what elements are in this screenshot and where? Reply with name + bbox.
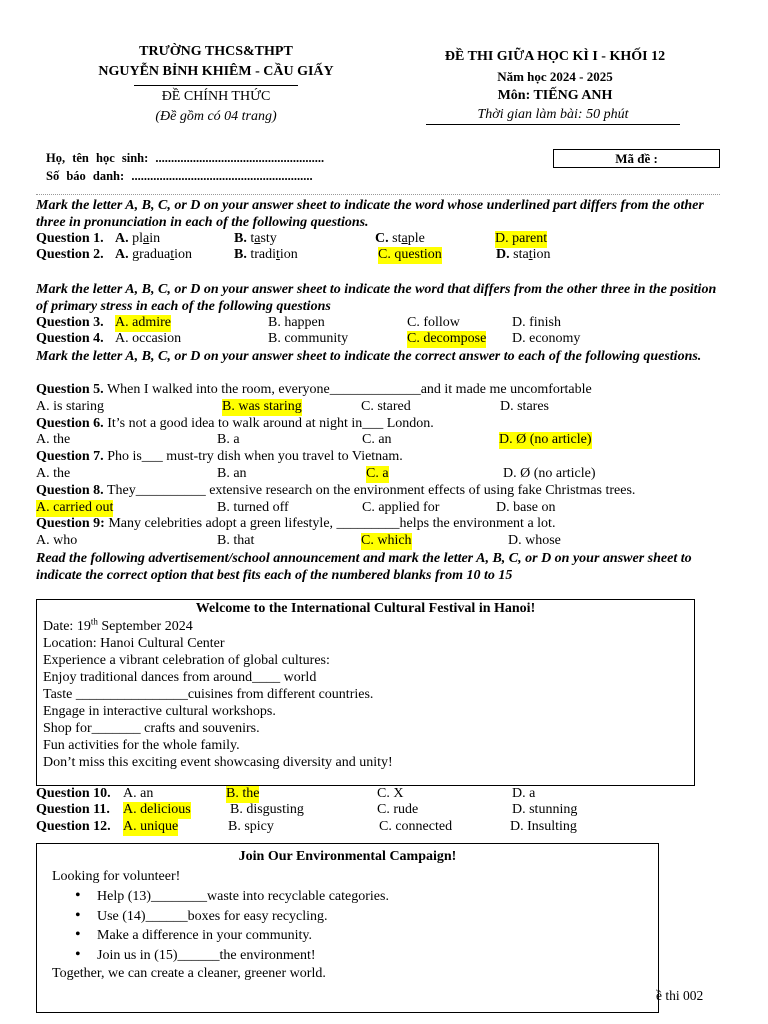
q10-option-b[interactable]: B. the	[226, 786, 260, 801]
instruction-correct-answer: Mark the letter A, B, C, or D on your answer sheet to indicate the correct answer to each of the following questions.	[36, 349, 702, 364]
exam-title: ĐỀ THI GIỮA HỌC KÌ I - KHỐI 12	[444, 49, 666, 64]
question-7-stem: Question 7. Pho is___ must-try dish when you travel to Vietnam.	[36, 449, 403, 464]
exam-code-box[interactable]	[553, 149, 720, 168]
instruction-reading: Read the following advertisement/school announcement and mark the letter A, B, C, or D on your answer sheet to indicate the correct option that best fits each of the numbered blanks from 10 to 15	[36, 551, 692, 583]
q12-option-d[interactable]: D. Insulting	[510, 819, 577, 834]
question-7-options	[36, 466, 748, 483]
question-6-stem: Question 6. It’s not a good idea to walk around at night in___ London.	[36, 416, 434, 431]
duration: Thời gian làm bài: 50 phút	[426, 107, 680, 125]
question-6-options	[36, 432, 748, 449]
festival-line: Shop for_______ crafts and souvenirs.	[43, 721, 260, 736]
question-1	[36, 231, 748, 248]
q7-option-d[interactable]: D. Ø (no article)	[503, 466, 596, 481]
student-id-field[interactable]: ..........................................................	[131, 169, 313, 183]
footer-exam-code: ề thi 002	[656, 988, 704, 1003]
divider	[36, 194, 720, 195]
school-year: Năm học 2024 - 2025	[497, 69, 613, 84]
q11-option-b[interactable]: B. disgusting	[230, 802, 304, 817]
festival-body	[43, 618, 393, 771]
q6-option-a[interactable]: A. the	[36, 432, 71, 447]
q1-option-a[interactable]: A. plain	[115, 231, 161, 246]
q7-option-a[interactable]: A. the	[36, 466, 71, 481]
q9-option-d[interactable]: D. whose	[508, 533, 561, 548]
q9-option-b[interactable]: B. that	[217, 533, 255, 548]
question-label: Question 3.	[36, 315, 104, 330]
q6-option-b[interactable]: B. a	[217, 432, 240, 447]
q10-option-a[interactable]: A. an	[123, 786, 154, 801]
festival-line: Enjoy traditional dances from around____ world	[43, 670, 317, 685]
q2-option-b[interactable]: B. tradition	[234, 247, 298, 262]
q5-option-d[interactable]: D. stares	[500, 399, 549, 414]
q2-option-c[interactable]: C. question	[378, 247, 442, 262]
festival-line: Fun activities for the whole family.	[43, 738, 240, 753]
q7-option-c[interactable]: C. a	[366, 466, 389, 481]
question-4	[36, 331, 748, 348]
question-label: Question 4.	[36, 331, 104, 346]
q4-option-d[interactable]: D. economy	[512, 331, 581, 346]
campaign-bullet: • Join us in (15)______the environment!	[53, 948, 643, 968]
q2-option-d[interactable]: D. station	[496, 247, 551, 262]
question-8-stem: Question 8. They__________ extensive research on the environment effects of using fake Christmas trees.	[36, 483, 636, 498]
q2-option-a[interactable]: A. graduation	[115, 247, 192, 262]
student-name-row	[46, 150, 324, 167]
question-label: Question 12.	[36, 819, 111, 834]
festival-line: Don’t miss this exciting event showcasing diversity and unity!	[43, 755, 393, 770]
question-12	[36, 819, 748, 836]
campaign-announcement	[36, 843, 659, 1013]
question-9-options	[36, 533, 748, 550]
instruction-stress: Mark the letter A, B, C, or D on your answer sheet to indicate the word that differs from the other three in the position of primary stress in each of the following questions	[36, 282, 717, 314]
festival-line: Taste ________________cuisines from different countries.	[43, 687, 374, 702]
q7-option-b[interactable]: B. an	[217, 466, 247, 481]
q9-option-c[interactable]: C. which	[361, 533, 412, 548]
question-label: Question 11.	[36, 802, 110, 817]
campaign-outro: Together, we can create a cleaner, greener world.	[52, 966, 326, 981]
header-rule-left	[134, 85, 298, 86]
student-name-label: Họ, tên học sinh:	[46, 151, 149, 165]
q10-option-c[interactable]: C. X	[377, 786, 404, 801]
school-name-line1: TRƯỜNG THCS&THPT	[139, 44, 293, 59]
q5-option-b[interactable]: B. was staring	[222, 399, 302, 414]
q5-option-a[interactable]: A. is staring	[36, 399, 105, 414]
q8-option-c[interactable]: C. applied for	[362, 500, 440, 515]
festival-date: Date: 19th September 2024	[43, 616, 193, 634]
q4-option-b[interactable]: B. community	[268, 331, 349, 346]
q8-option-b[interactable]: B. turned off	[217, 500, 289, 515]
festival-title: Welcome to the International Cultural Festival in Hanoi!	[195, 601, 536, 616]
question-9-stem: Question 9: Many celebrities adopt a green lifestyle, _________helps the environment a lot.	[36, 516, 556, 531]
question-5-stem: Question 5. When I walked into the room, everyone_____________and it made me uncomfortable	[36, 382, 592, 397]
q11-option-a[interactable]: A. delicious	[123, 802, 191, 817]
q8-option-d[interactable]: D. base on	[496, 500, 556, 515]
q4-option-a[interactable]: A. occasion	[115, 331, 182, 346]
q1-option-d[interactable]: D. parent	[495, 231, 548, 246]
q3-option-c[interactable]: C. follow	[407, 315, 460, 330]
campaign-title: Join Our Environmental Campaign!	[238, 849, 457, 864]
question-11	[36, 802, 748, 819]
q8-option-a[interactable]: A. carried out	[36, 500, 114, 515]
instruction-pronunciation: Mark the letter A, B, C, or D on your answer sheet to indicate the word whose underlined part differs from the other three in pronunciation in each of the following questions.	[36, 198, 704, 230]
question-label: Question 1.	[36, 231, 104, 246]
q11-option-d[interactable]: D. stunning	[512, 802, 578, 817]
official-label: ĐỀ CHÍNH THỨC	[161, 89, 271, 104]
q3-option-a[interactable]: A. admire	[115, 315, 171, 330]
campaign-bullets	[53, 889, 643, 967]
q12-option-c[interactable]: C. connected	[379, 819, 453, 834]
festival-line: Engage in interactive cultural workshops.	[43, 704, 276, 719]
page-count: (Đề gồm có 04 trang)	[155, 109, 277, 124]
q3-option-b[interactable]: B. happen	[268, 315, 325, 330]
q12-option-a[interactable]: A. unique	[123, 819, 179, 834]
school-name-line2: NGUYỄN BỈNH KHIÊM - CẦU GIẤY	[98, 64, 334, 79]
q10-option-d[interactable]: D. a	[512, 786, 536, 801]
subject: Môn: TIẾNG ANH	[497, 88, 613, 103]
q4-option-c[interactable]: C. decompose	[407, 331, 487, 346]
student-id-row	[46, 168, 313, 185]
festival-line: Experience a vibrant celebration of global cultures:	[43, 653, 330, 668]
question-label: Question 2.	[36, 247, 104, 262]
campaign-bullet: • Make a difference in your community.	[53, 928, 643, 948]
campaign-bullet: • Use (14)______boxes for easy recycling.	[53, 909, 643, 929]
q9-option-a[interactable]: A. who	[36, 533, 78, 548]
question-10	[36, 786, 748, 803]
q6-option-c[interactable]: C. an	[362, 432, 392, 447]
q5-option-c[interactable]: C. stared	[361, 399, 411, 414]
q3-option-d[interactable]: D. finish	[512, 315, 561, 330]
question-5-options	[36, 399, 748, 416]
q6-option-d[interactable]: D. Ø (no article)	[499, 432, 592, 447]
q1-option-c[interactable]: C. staple	[375, 231, 425, 246]
student-name-field[interactable]: ......................................................	[155, 151, 325, 165]
question-2	[36, 247, 748, 264]
question-label: Question 10.	[36, 786, 111, 801]
q1-option-b[interactable]: B. tasty	[234, 231, 277, 246]
q11-option-c[interactable]: C. rude	[377, 802, 419, 817]
q12-option-b[interactable]: B. spicy	[228, 819, 274, 834]
question-8-options	[36, 500, 748, 517]
exam-code-label: Mã đề :	[615, 151, 658, 166]
campaign-intro: Looking for volunteer!	[52, 869, 181, 884]
question-3	[36, 315, 748, 332]
festival-line: Location: Hanoi Cultural Center	[43, 636, 225, 651]
student-id-label: Số báo danh:	[46, 169, 125, 183]
campaign-bullet: • Help (13)________waste into recyclable categories.	[53, 889, 643, 909]
festival-advertisement	[36, 599, 695, 786]
